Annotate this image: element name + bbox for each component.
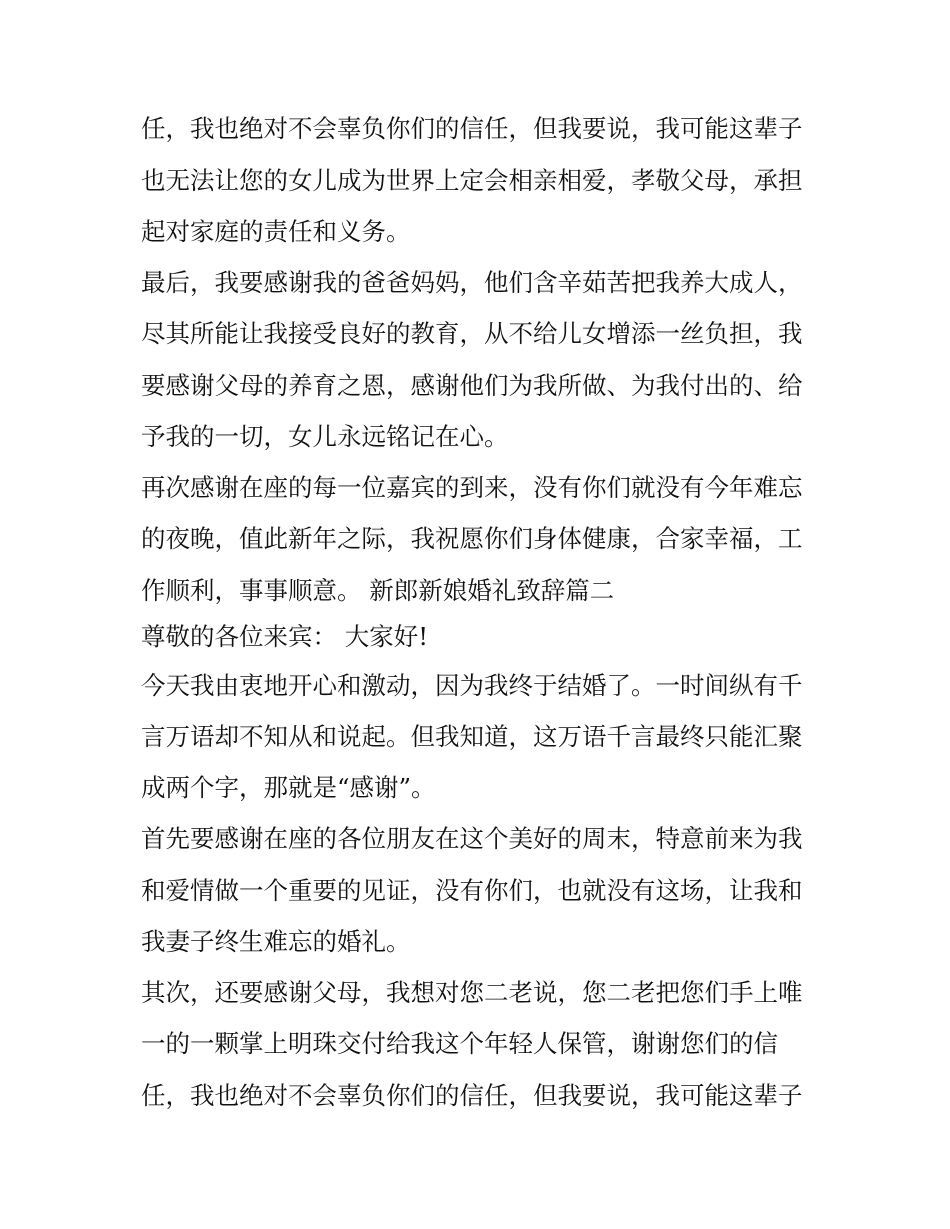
text-line: 其次，还要感谢父母，我想对您二老说，您二老把您们手上唯 xyxy=(141,978,803,1007)
text-line: 成两个字，那就是“感谢”。 xyxy=(141,773,436,802)
text-line: 作顺利，事事顺意。 新郎新娘婚礼致辞篇二 xyxy=(141,576,615,605)
text-line: 再次感谢在座的每一位嘉宾的到来，没有你们就没有今年难忘 xyxy=(141,473,803,502)
text-line: 要感谢父母的养育之恩，感谢他们为我所做、为我付出的、给 xyxy=(141,371,803,400)
text-line: 任，我也绝对不会辜负你们的信任，但我要说，我可能这辈子 xyxy=(141,1081,803,1110)
text-line: 最后，我要感谢我的爸爸妈妈，他们含辛茹苦把我养大成人， xyxy=(141,268,803,297)
text-line: 和爱情做一个重要的见证，没有你们，也就没有这场，让我和 xyxy=(141,876,803,905)
text-line: 尽其所能让我接受良好的教育，从不给儿女增添一丝负担，我 xyxy=(141,319,803,348)
text-line: 的夜晚，值此新年之际，我祝愿你们身体健康，合家幸福，工 xyxy=(141,524,803,553)
text-line: 一的一颗掌上明珠交付给我这个年轻人保管，谢谢您们的信 xyxy=(141,1029,778,1058)
text-line: 予我的一切，女儿永远铭记在心。 xyxy=(141,422,509,451)
text-line: 言万语却不知从和说起。但我知道，这万语千言最终只能汇聚 xyxy=(141,722,803,751)
text-line: 我妻子终生难忘的婚礼。 xyxy=(141,927,411,956)
text-line: 今天我由衷地开心和激动，因为我终于结婚了。一时间纵有千 xyxy=(141,671,803,700)
text-line: 也无法让您的女儿成为世界上定会相亲相爱，孝敬父母，承担 xyxy=(141,166,803,195)
text-line: 尊敬的各位来宾： 大家好! xyxy=(141,622,429,651)
text-line: 起对家庭的责任和义务。 xyxy=(141,217,411,246)
text-line: 首先要感谢在座的各位朋友在这个美好的周末，特意前来为我 xyxy=(141,824,803,853)
text-line: 任，我也绝对不会辜负你们的信任，但我要说，我可能这辈子 xyxy=(141,114,803,143)
